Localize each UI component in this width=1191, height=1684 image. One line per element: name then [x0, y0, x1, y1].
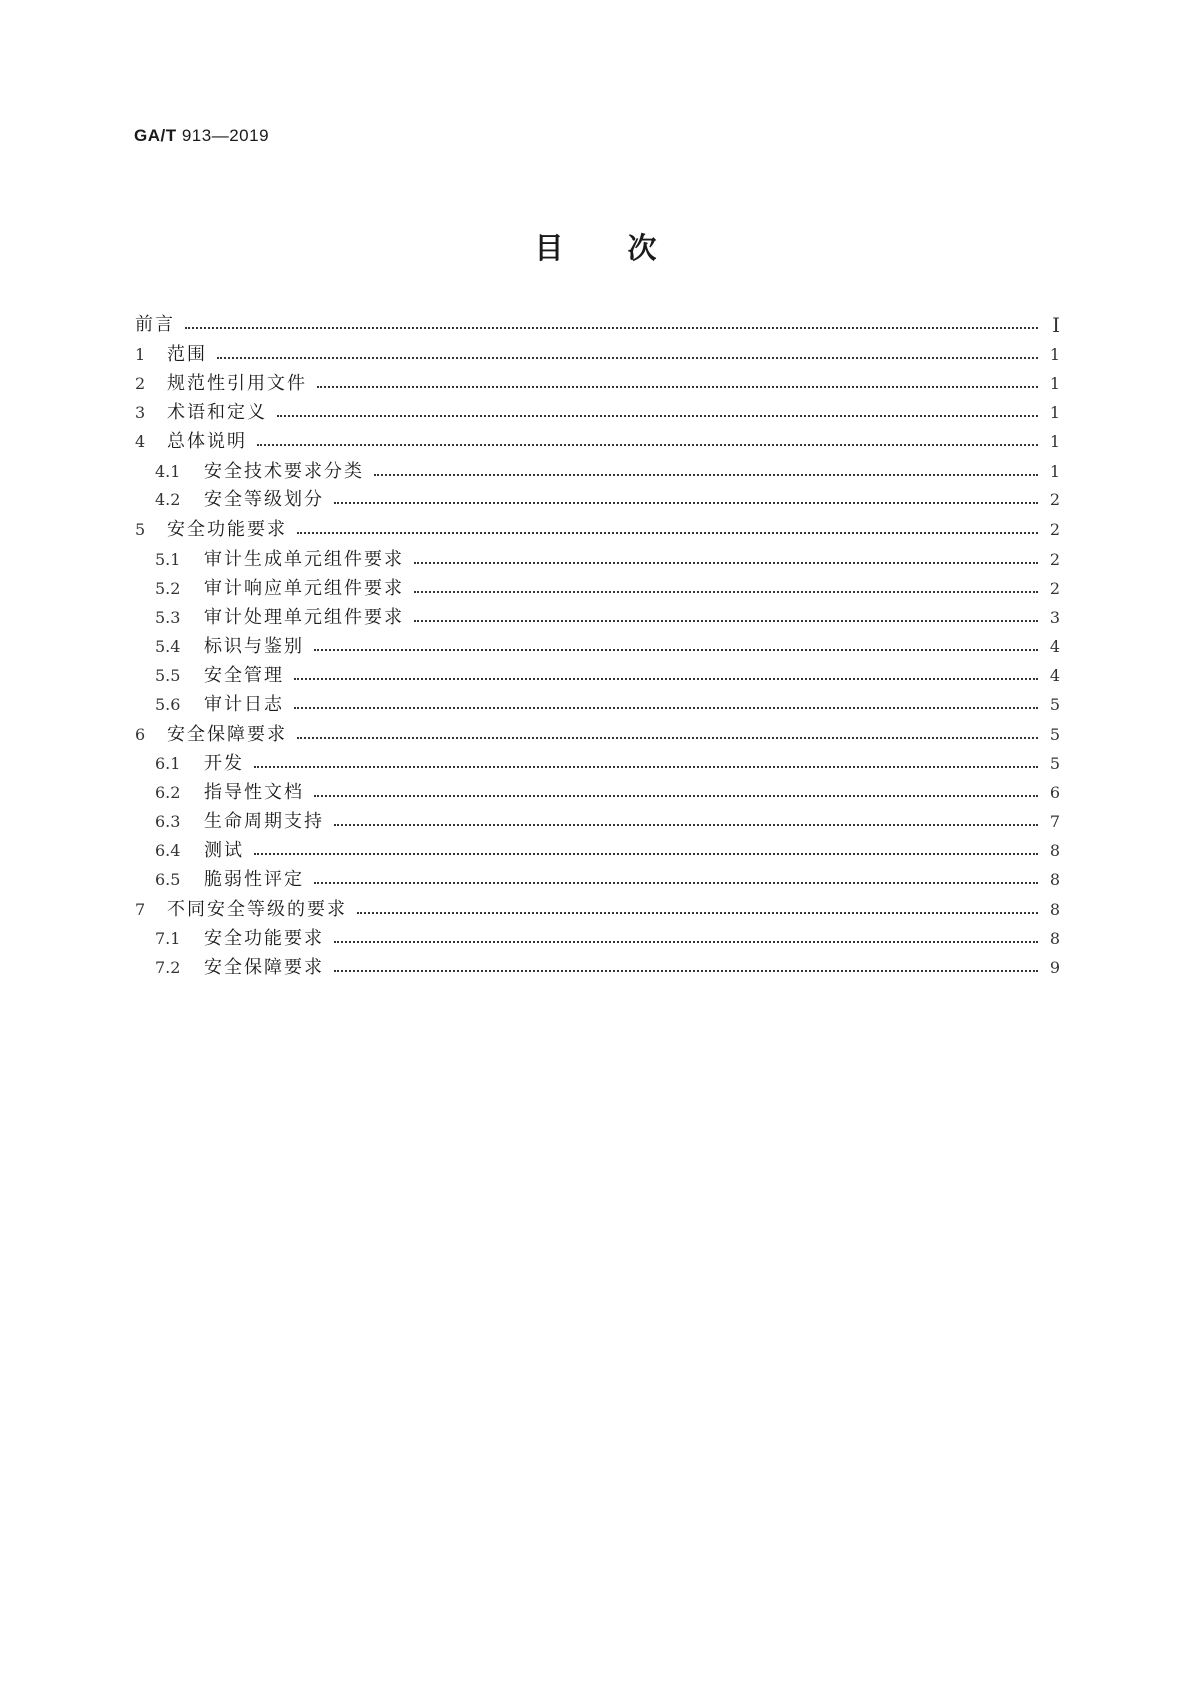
- toc-dot-leader: [334, 809, 1038, 835]
- toc-dot-leader: [414, 576, 1038, 602]
- toc-entry-label: 安全功能要求: [167, 519, 287, 540]
- toc-entry-page: 8: [1049, 841, 1060, 860]
- toc-entry-label: 总体说明: [167, 431, 247, 452]
- toc-entry-page: 5: [1049, 725, 1060, 744]
- toc-entry-label: 安全等级划分: [204, 489, 324, 510]
- toc-dot-leader: [257, 429, 1038, 455]
- toc-entry-label: 审计处理单元组件要求: [204, 607, 404, 628]
- toc-entry[interactable]: [135, 371, 1060, 397]
- toc-title-char-2: 次: [627, 231, 657, 265]
- toc-dot-leader: [374, 459, 1038, 485]
- toc-entry-label: 测试: [204, 840, 244, 861]
- toc-entry[interactable]: [155, 955, 1060, 981]
- toc-entry[interactable]: [135, 897, 1060, 923]
- toc-entry-number: 4.1: [155, 462, 181, 481]
- toc-entry-number: 5: [135, 520, 146, 539]
- toc-entry-number: 1: [135, 345, 146, 364]
- toc-entry-label: 指导性文档: [204, 782, 304, 803]
- toc-entry[interactable]: [155, 576, 1060, 602]
- toc-entry-label: 安全功能要求: [204, 928, 324, 949]
- toc-dot-leader: [314, 634, 1038, 660]
- toc-title-char-1: 目: [534, 231, 564, 265]
- toc-entry-page: 3: [1049, 608, 1060, 627]
- toc-entry-page: 5: [1049, 695, 1060, 714]
- toc-entry-page: 4: [1049, 637, 1060, 656]
- toc-entry[interactable]: [155, 867, 1060, 893]
- toc-entry-number: 5.4: [155, 637, 181, 656]
- toc-entry-page: 1: [1049, 374, 1060, 393]
- toc-entry-number: 6.1: [155, 754, 181, 773]
- toc-dot-leader: [334, 955, 1038, 981]
- toc-entry[interactable]: [155, 459, 1060, 485]
- toc-entry[interactable]: [155, 809, 1060, 835]
- toc-entry[interactable]: [155, 605, 1060, 631]
- toc-entry-page: 1: [1049, 403, 1060, 422]
- toc-entry-number: 5.3: [155, 608, 181, 627]
- toc-entry-number: 3: [135, 403, 146, 422]
- toc-entry[interactable]: [155, 751, 1060, 777]
- toc-entry-number: 4: [135, 432, 146, 451]
- toc-entry-label: 安全保障要求: [167, 724, 287, 745]
- toc-entry-number: 7: [135, 900, 146, 919]
- toc-entry-page: 8: [1049, 870, 1060, 889]
- toc-entry-number: 2: [135, 374, 146, 393]
- toc-entry-number: 4.2: [155, 490, 181, 509]
- toc-entry-label: 前言: [135, 314, 175, 335]
- toc-entry[interactable]: [155, 487, 1060, 513]
- toc-entry-label: 审计响应单元组件要求: [204, 578, 404, 599]
- toc-entry[interactable]: [135, 312, 1060, 338]
- toc-dot-leader: [414, 547, 1038, 573]
- toc-entry[interactable]: [155, 838, 1060, 864]
- toc-entry-page: 4: [1049, 666, 1060, 685]
- document-code: [134, 126, 269, 146]
- toc-entry-label: 生命周期支持: [204, 811, 324, 832]
- toc-dot-leader: [254, 751, 1038, 777]
- toc-dot-leader: [357, 897, 1038, 923]
- toc-entry-label: 术语和定义: [167, 402, 267, 423]
- toc-entry-label: 标识与鉴别: [204, 636, 304, 657]
- toc-entry[interactable]: [155, 663, 1060, 689]
- toc-entry-number: 6.4: [155, 841, 181, 860]
- toc-dot-leader: [334, 926, 1038, 952]
- toc-entry[interactable]: [155, 926, 1060, 952]
- toc-entry[interactable]: [155, 692, 1060, 718]
- toc-entry-label: 规范性引用文件: [167, 373, 307, 394]
- toc-entry-label: 脆弱性评定: [204, 869, 304, 890]
- toc-entry-page: 2: [1049, 520, 1060, 539]
- toc-dot-leader: [217, 342, 1038, 368]
- toc-dot-leader: [334, 487, 1038, 513]
- toc-dot-leader: [314, 867, 1038, 893]
- toc-title: [0, 226, 1191, 267]
- toc-entry-page: 9: [1049, 958, 1060, 977]
- toc-entry-page: 5: [1049, 754, 1060, 773]
- toc-dot-leader: [277, 400, 1038, 426]
- toc-dot-leader: [297, 722, 1038, 748]
- toc-entry-page: 6: [1049, 783, 1060, 802]
- toc-entry-number: 6.5: [155, 870, 181, 889]
- toc-dot-leader: [254, 838, 1038, 864]
- document-code-prefix: GA/T: [134, 126, 177, 145]
- toc-entry-page: 8: [1049, 900, 1060, 919]
- toc-entry-page: 2: [1049, 490, 1060, 509]
- toc-dot-leader: [185, 312, 1038, 338]
- toc-entry[interactable]: [155, 547, 1060, 573]
- toc-entry[interactable]: [135, 429, 1060, 455]
- toc-dot-leader: [297, 517, 1038, 543]
- toc-entry-page: Ⅰ: [1052, 313, 1060, 337]
- toc-entry-label: 审计生成单元组件要求: [204, 549, 404, 570]
- toc-entry-label: 开发: [204, 753, 244, 774]
- toc-dot-leader: [317, 371, 1038, 397]
- toc-entry-page: 8: [1049, 929, 1060, 948]
- toc-entry-number: 6.3: [155, 812, 181, 831]
- toc-dot-leader: [414, 605, 1038, 631]
- toc-entry[interactable]: [155, 634, 1060, 660]
- toc-entry-page: 1: [1049, 462, 1060, 481]
- toc-entry-number: 5.2: [155, 579, 181, 598]
- toc-dot-leader: [294, 663, 1038, 689]
- toc-entry-number: 7.2: [155, 958, 181, 977]
- toc-entry-label: 安全管理: [204, 665, 284, 686]
- toc-entry-page: 2: [1049, 550, 1060, 569]
- toc-entry-label: 审计日志: [204, 694, 284, 715]
- toc-entry-page: 7: [1049, 812, 1060, 831]
- toc-entry[interactable]: [155, 780, 1060, 806]
- toc-entry-label: 安全保障要求: [204, 957, 324, 978]
- document-code-number: 913—2019: [181, 126, 270, 145]
- toc-entry-number: 6.2: [155, 783, 181, 802]
- toc-entry-label: 范围: [167, 344, 207, 365]
- toc-entry[interactable]: [135, 517, 1060, 543]
- toc-entry-number: 7.1: [155, 929, 181, 948]
- toc-entry-number: 6: [135, 725, 146, 744]
- toc-entry[interactable]: [135, 400, 1060, 426]
- toc-dot-leader: [294, 692, 1038, 718]
- toc-entry-page: 1: [1049, 432, 1060, 451]
- toc-entry[interactable]: [135, 722, 1060, 748]
- toc-entry-label: 安全技术要求分类: [204, 461, 364, 482]
- toc-entry[interactable]: [135, 342, 1060, 368]
- toc-entry-number: 5.6: [155, 695, 181, 714]
- toc-entry-page: 1: [1049, 345, 1060, 364]
- toc-entry-number: 5.5: [155, 666, 181, 685]
- toc-entry-label: 不同安全等级的要求: [167, 899, 347, 920]
- toc-entry-page: 2: [1049, 579, 1060, 598]
- toc-entry-number: 5.1: [155, 550, 181, 569]
- toc-dot-leader: [314, 780, 1038, 806]
